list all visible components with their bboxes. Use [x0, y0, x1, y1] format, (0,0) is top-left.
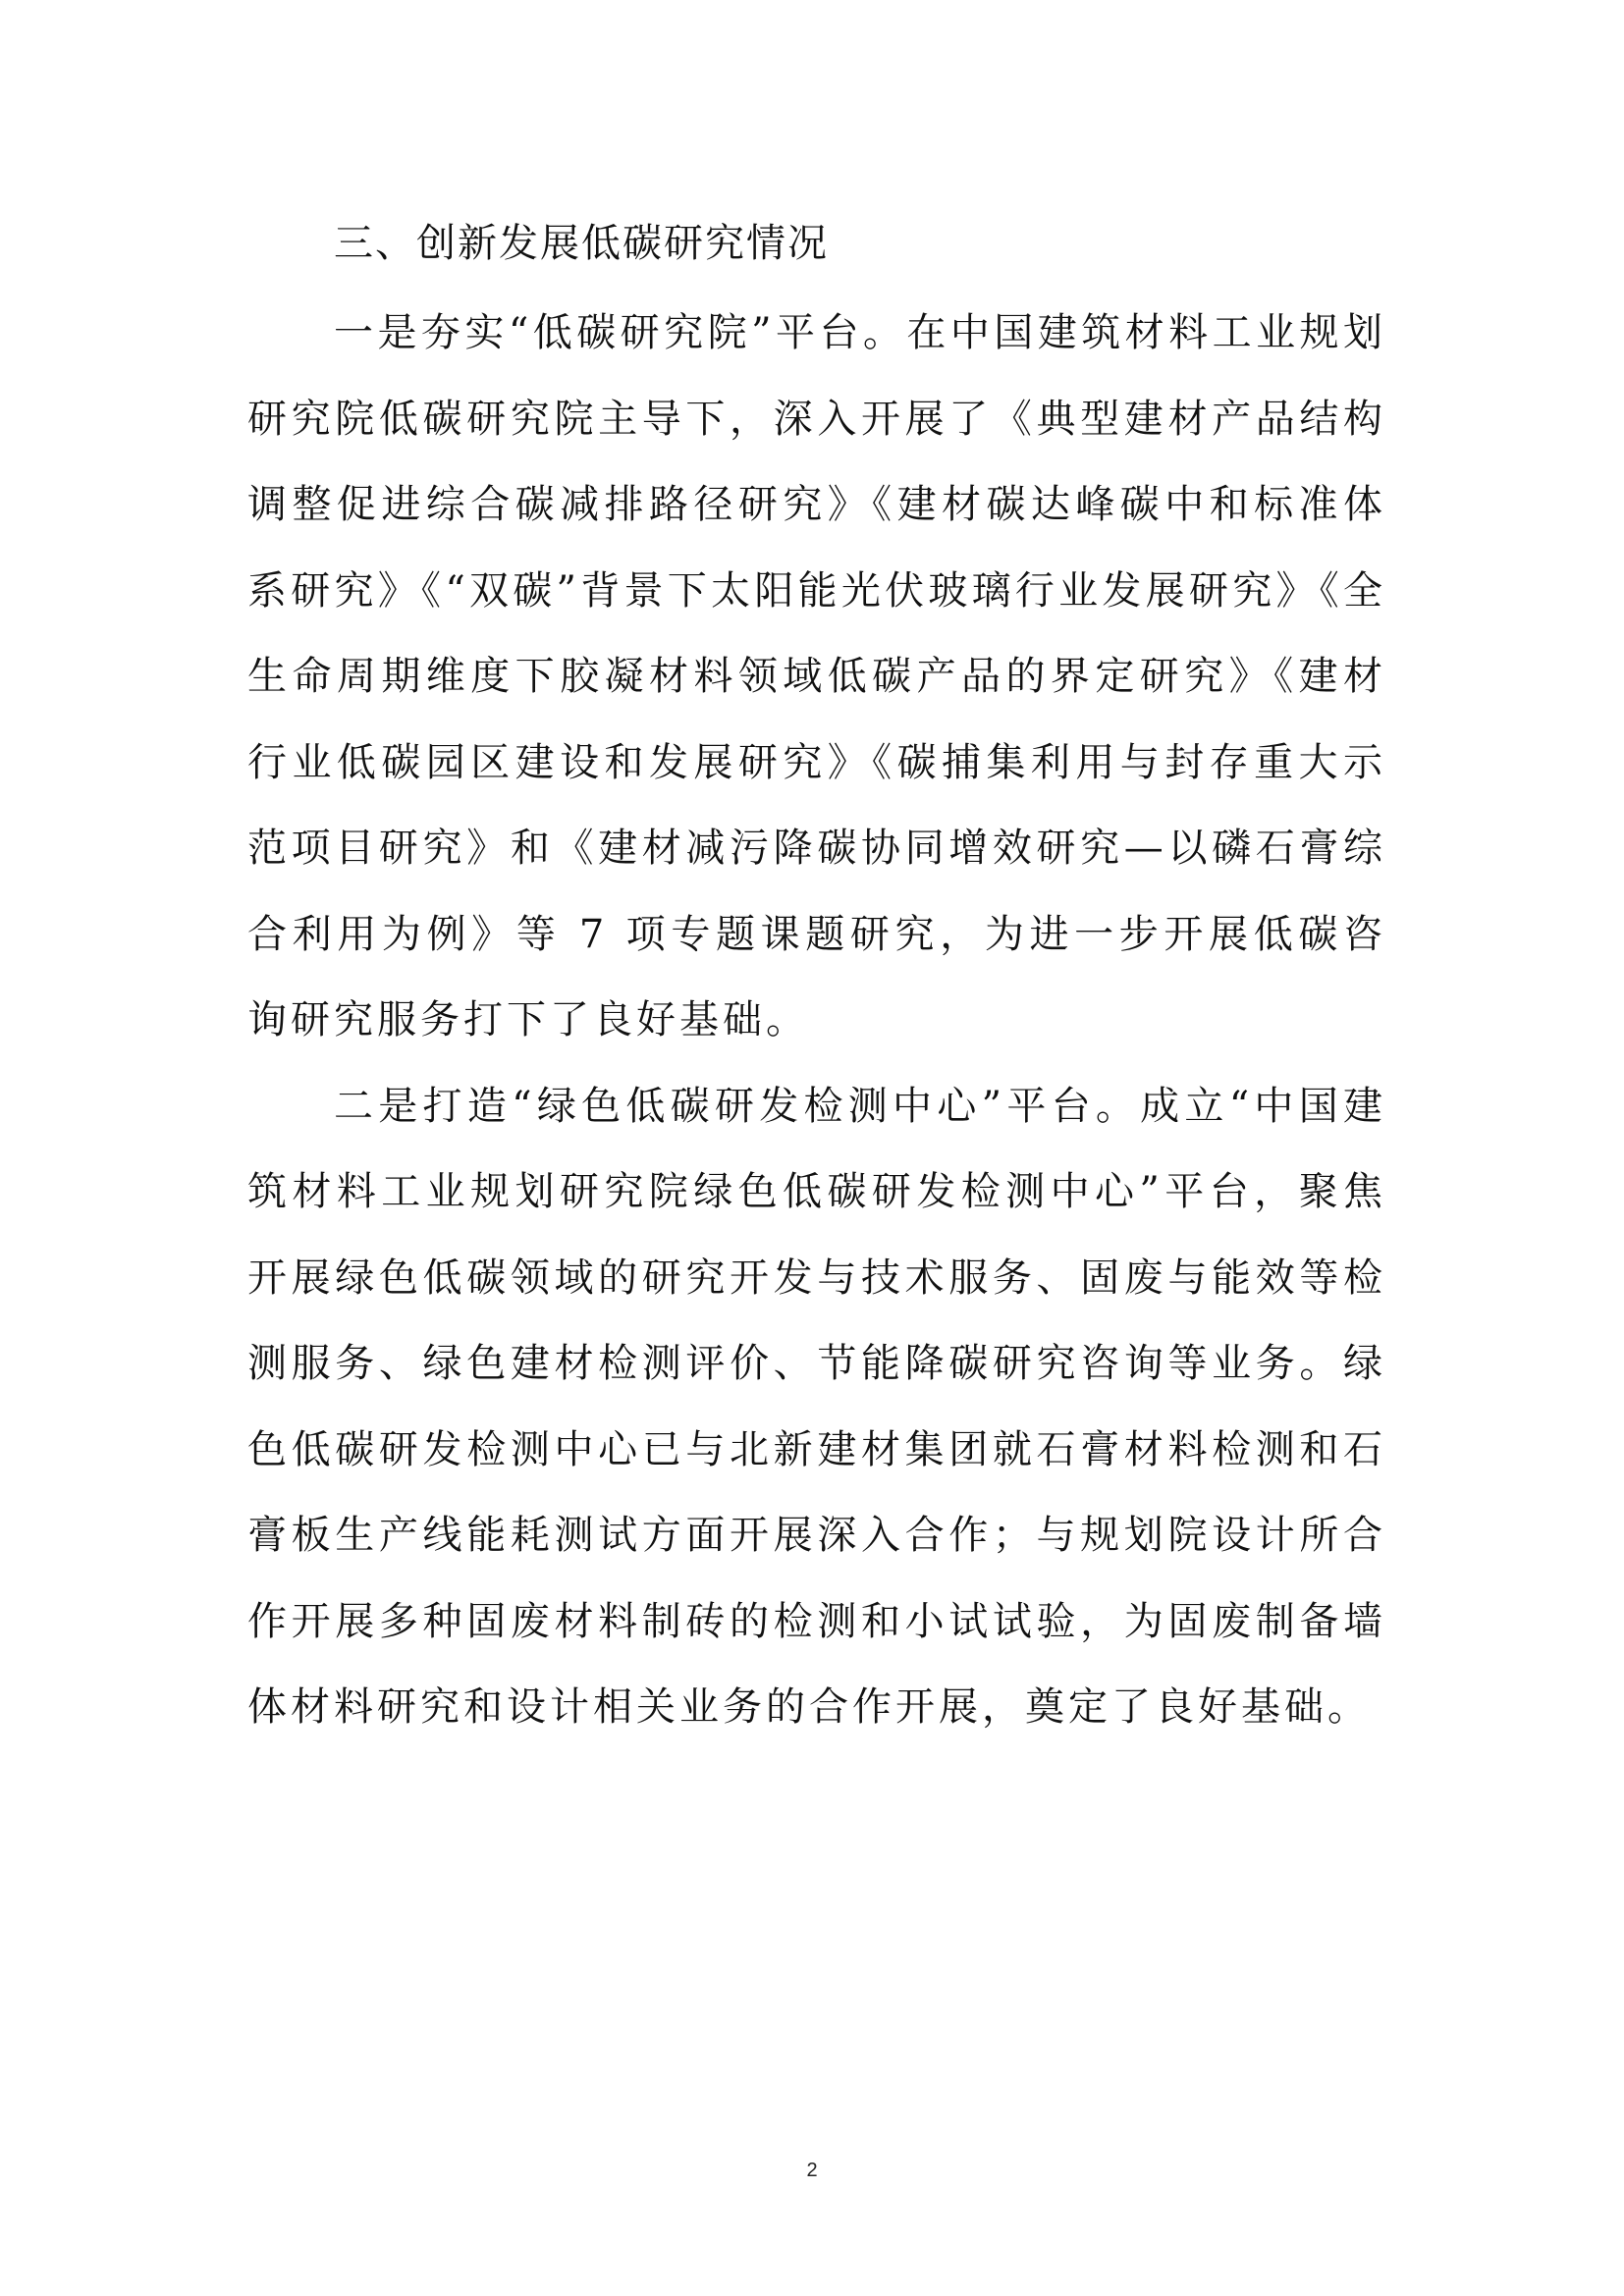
- page-number: 2: [806, 2160, 818, 2181]
- paragraph-testing-center: 二是打造“绿色低碳研发检测中心”平台。成立“中国建筑材料工业规划研究院绿色低碳研发检测中心”平台，聚焦开展绿色低碳领域的研究开发与技术服务、固废与能效等检测服务、绿色建材检测评价、节能降碳研究咨询等业务。绿色低碳研发检测中心已与北新建材集团就石膏材料检测和石膏板生产线能耗测试方面开展深入合作；与规划院设计所合作开展多种固废材料制砖的检测和小试试验，为固废制备墙体材料研究和设计相关业务的合作开展，奠定了良好基础。: [247, 1083, 1386, 1730]
- section-heading: 三、创新发展低碳研究情况: [334, 221, 829, 266]
- document-body: [247, 208, 1386, 1751]
- paragraph-low-carbon-institute: 一是夯实“低碳研究院”平台。在中国建筑材料工业规划研究院低碳研究院主导下，深入开展了《典型建材产品结构调整促进综合碳减排路径研究》《建材碳达峰碳中和标准体系研究》《“双碳”背景下太阳能光伏玻璃行业发展研究》《全生命周期维度下胶凝材料领域低碳产品的界定研究》《建材行业低碳园区建设和发展研究》《碳捕集利用与封存重大示范项目研究》和《建材减污降碳协同增效研究—以磷石膏综合利用为例》等 7 项专题课题研究，为进一步开展低碳咨询研究服务打下了良好基础。: [247, 310, 1386, 1042]
